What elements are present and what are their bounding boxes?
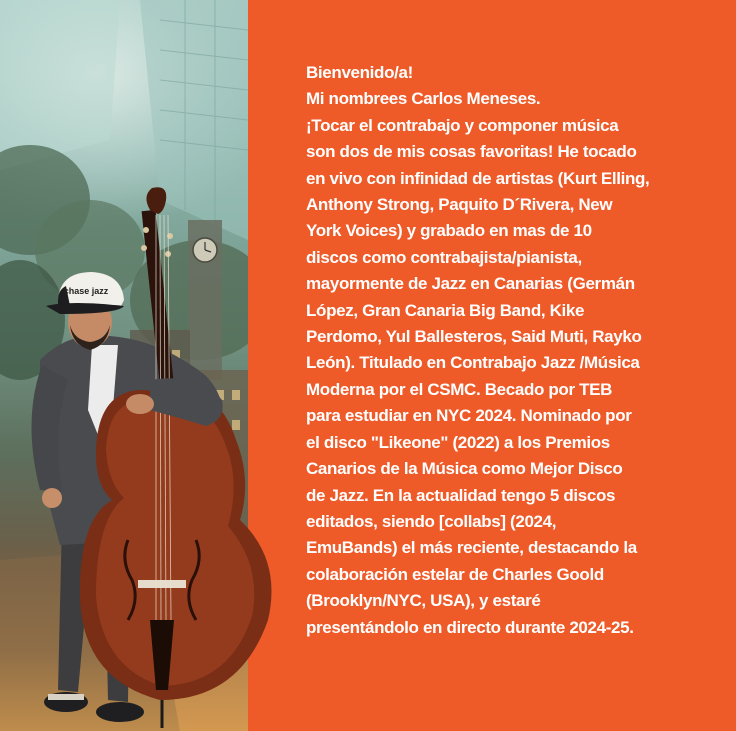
bio-line: en vivo con infinidad de artistas (Kurt Elling, (306, 168, 650, 188)
bio-line: el disco "Likeone" (2022) a los Premios (306, 432, 610, 452)
bio-line: Mi nombrees Carlos Meneses. (306, 89, 541, 109)
bio-line: EmuBands) el más reciente, destacando la (306, 538, 637, 558)
bio-line: López, Gran Canaria Big Band, Kike (306, 300, 585, 320)
bio-line: Perdomo, Yul Ballesteros, Said Muti, Rayko (306, 327, 642, 347)
bio-line: mayormente de Jazz en Canarias (Germán (306, 274, 635, 294)
cap-logo-text: chase jazz (63, 286, 109, 296)
bio-line: de Jazz. En la actualidad tengo 5 discos (306, 485, 616, 505)
bio-line: colaboración estelar de Charles Goold (306, 564, 604, 584)
bio-line: para estudiar en NYC 2024. Nominado por (306, 406, 632, 426)
bio-line: discos como contrabajista/pianista, (306, 247, 582, 267)
bio-line: Anthony Strong, Paquito D´Rivera, New (306, 195, 613, 215)
bio-line: presentándolo en directo durante 2024-25. (306, 617, 634, 637)
bio-line: York Voices) y grabado en mas de 10 (306, 221, 592, 241)
bio-line: León). Titulado en Contrabajo Jazz /Música (306, 353, 640, 373)
bio-line: editados, siendo [collabs] (2024, (306, 511, 557, 531)
bio-line: Canarios de la Música como Mejor Disco (306, 459, 623, 479)
musician-with-double-bass (0, 0, 300, 731)
bio-line: (Brooklyn/NYC, USA), y estaré (306, 591, 541, 611)
bio-text (306, 60, 716, 641)
bio-line: Bienvenido/a! (306, 63, 413, 82)
bio-line: Moderna por el CSMC. Becado por TEB (306, 379, 613, 399)
bio-line: ¡Tocar el contrabajo y componer música (306, 115, 619, 135)
bio-line: son dos de mis cosas favoritas! He tocado (306, 142, 637, 162)
